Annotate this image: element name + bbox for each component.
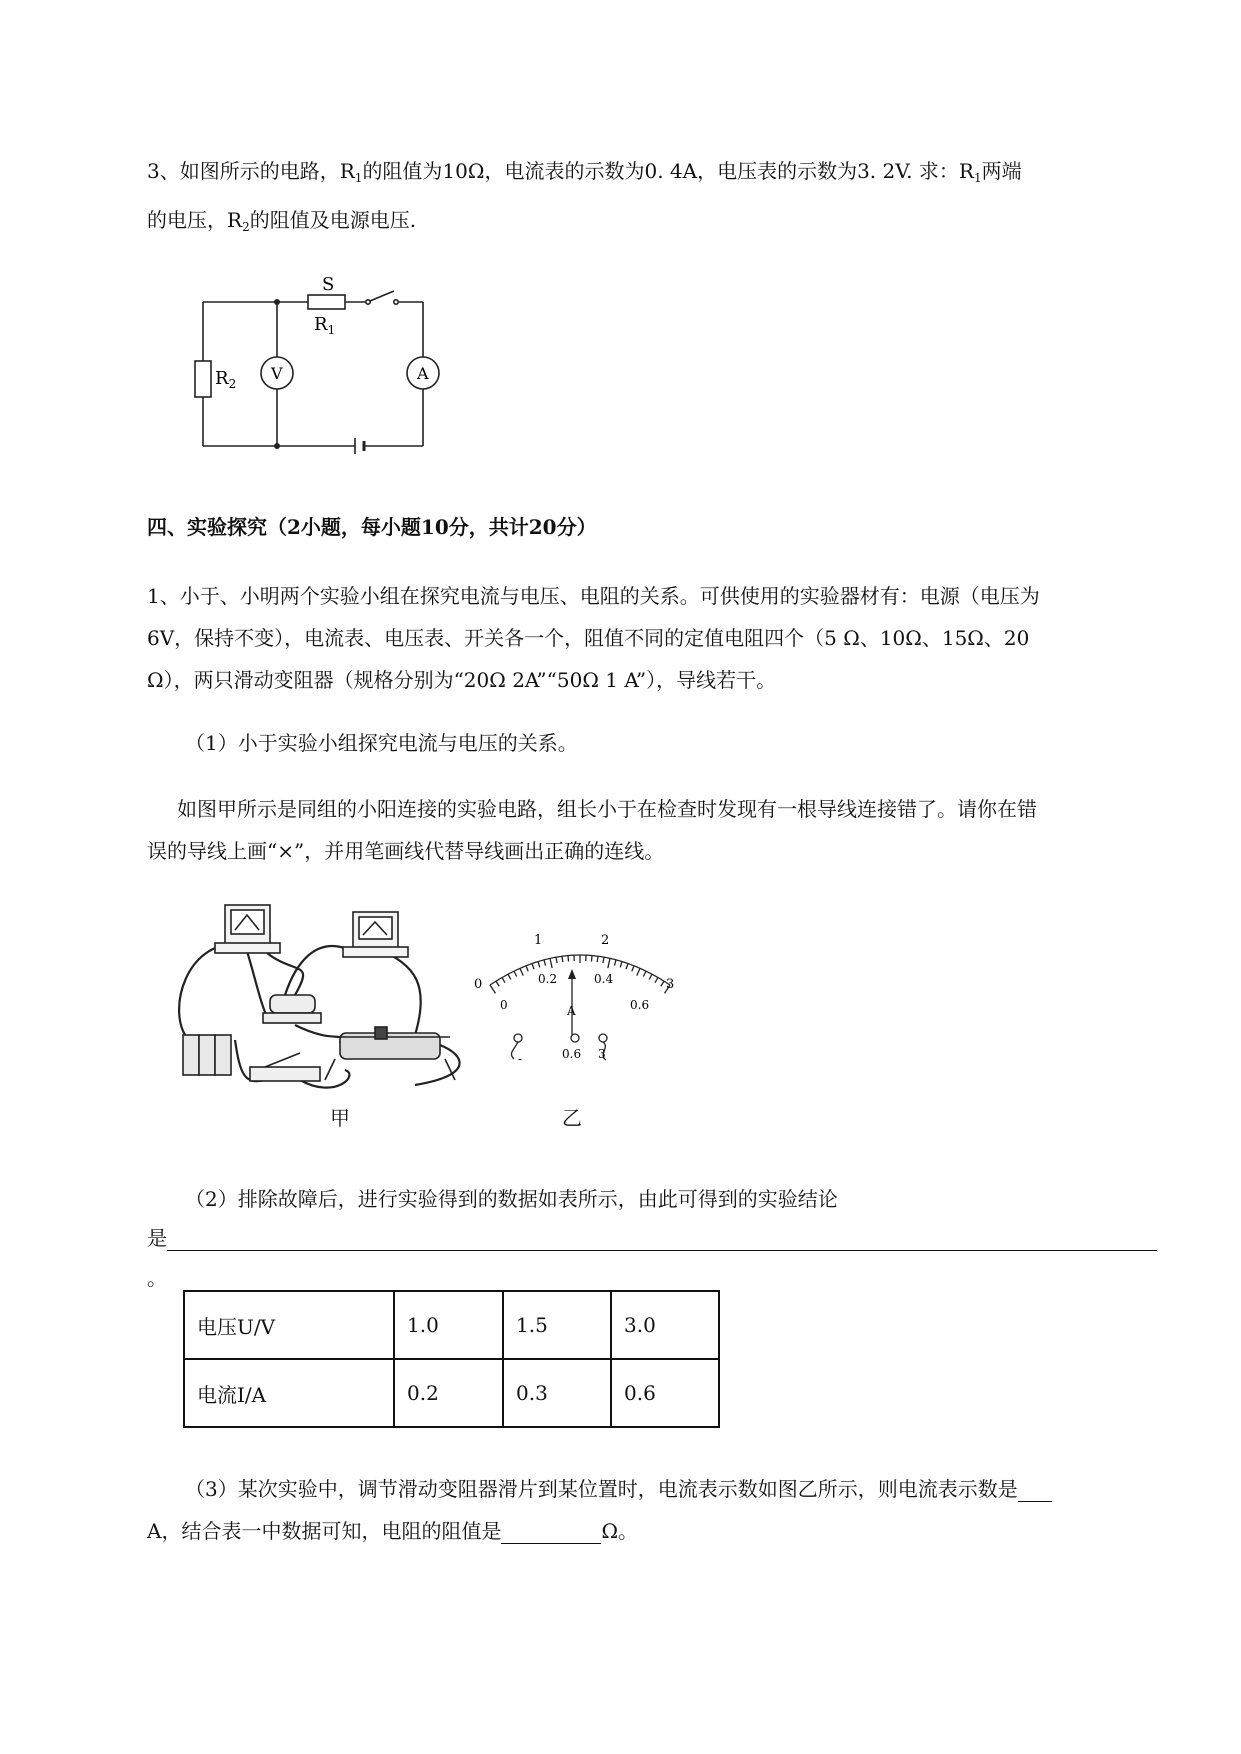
terminal-minus: - [518, 1052, 523, 1066]
dial-tick [532, 964, 534, 970]
dial-top-1: 1 [534, 933, 543, 948]
e1-part3-line2: A，结合表一中数据可知，电阻的阻值是 Ω。 [147, 1519, 639, 1543]
circuit-diagram [180, 265, 450, 465]
dial-tick [632, 966, 634, 972]
table-cell: 电流I/A [184, 1359, 394, 1427]
dial-tick [550, 958, 552, 968]
dial-top-0: 0 [474, 977, 483, 992]
junction-dot [274, 299, 280, 305]
dial-tick [603, 957, 604, 963]
table-cell: 1.5 [503, 1291, 611, 1359]
label-s: S [322, 274, 335, 295]
dial-tick [661, 981, 664, 986]
fig-label-yi: 乙 [562, 1106, 582, 1130]
dial-bot-0: 0 [500, 998, 508, 1012]
dial-top-3: 3 [666, 977, 675, 992]
label-r1: $R_1$ [314, 314, 336, 337]
dial-bot-02: 0.2 [538, 972, 558, 986]
dial-tick [614, 960, 616, 966]
dial-tick [608, 958, 610, 968]
dial-needle-label: A [567, 1004, 576, 1018]
resistor-r2 [195, 361, 211, 397]
data-table [183, 1290, 720, 1428]
dial-tick [637, 968, 640, 975]
label-a: A [417, 364, 429, 383]
table-cell: 3.0 [611, 1291, 719, 1359]
dial-tick [626, 964, 628, 970]
table-cell: 电压U/V [184, 1291, 394, 1359]
fig-label-jia: 甲 [330, 1106, 350, 1130]
terminal-06: 0.6 [562, 1047, 582, 1061]
dial-tick [649, 974, 652, 979]
apparatus-figure [175, 895, 485, 1135]
table-cell: 0.2 [394, 1359, 503, 1427]
label-r2: $R_2$ [215, 368, 237, 391]
section-heading: 四、实验探究（2小题，每小题10分，共计20分） [147, 515, 597, 539]
table-cell: 1.0 [394, 1291, 503, 1359]
junction-dot [274, 443, 280, 449]
dial-tick [620, 962, 622, 968]
dial-tick [520, 968, 523, 975]
dial-tick [514, 971, 517, 976]
dial-tick [562, 956, 563, 962]
terminal-3: 3 [598, 1047, 606, 1061]
table-row [184, 1291, 719, 1359]
dial-tick [568, 956, 569, 962]
conclusion-end: 。 [147, 1266, 167, 1290]
current-blank[interactable] [1018, 1477, 1052, 1502]
table-cell: 0.6 [611, 1359, 719, 1427]
conclusion-blank[interactable] [167, 1226, 1157, 1251]
label-v: V [271, 364, 283, 383]
switch-icon [366, 291, 398, 304]
e1-part2: （2）排除故障后，进行实验得到的数据如表所示，由此可得到的实验结论 [185, 1187, 838, 1211]
e1-part1: （1）小于实验小组探究电流与电压的关系。 [185, 731, 578, 755]
e1-task: 如图甲所示是同组的小阳连接的实验电路，组长小于在检查时发现有一根导线连接错了。请你在错 误的导线上画“×”，并用笔画线代替导线画出正确的连线。 [147, 797, 1037, 863]
resistor-r1 [308, 295, 345, 309]
resistance-blank[interactable] [501, 1519, 601, 1544]
dial-tick [538, 962, 540, 968]
dial-tick [496, 981, 499, 986]
dial-tick [544, 960, 546, 966]
battery-icon [355, 438, 364, 454]
dial-tick [502, 978, 505, 983]
conclusion-line[interactable]: 是 [147, 1222, 1157, 1251]
dial-tick [526, 966, 528, 972]
dial-tick [597, 956, 598, 962]
ammeter-dial-figure [470, 925, 690, 1070]
dial-tick [643, 971, 646, 976]
dial-tick [591, 956, 592, 962]
e1-part3-line1: （3）某次实验中，调节滑动变阻器滑片到某位置时，电流表示数如图乙所示，则电流表示数是 [147, 1468, 1052, 1510]
dial-tick [655, 978, 658, 983]
e1-intro: 1、小于、小明两个实验小组在探究电流与电压、电阻的关系。可供使用的实验器材有：电源（电压为 6V，保持不变），电流表、电压表、开关各一个，阻值不同的定值电阻四个（5 Ω、10Ω、15Ω、20 Ω），两只滑动变阻器（规格分别为“20Ω 2A”“50Ω 1 A”），导线若干。 [147, 584, 1040, 692]
dial-tick [508, 974, 511, 979]
table-cell: 0.3 [503, 1359, 611, 1427]
dial-bot-04: 0.4 [594, 972, 614, 986]
dial-tick [490, 985, 496, 993]
table-row [184, 1359, 719, 1427]
q3-text: 3、如图所示的电路，$R_1$的阻值为10Ω，电流表的示数为0. 4A，电压表的示数为3. 2V. 求：$R_1$两端 的电压，$R_2$的阻值及电源电压. [147, 159, 1022, 234]
dial-ticks [490, 955, 670, 993]
dial-top-2: 2 [601, 933, 610, 948]
dial-tick [556, 957, 557, 963]
dial-bot-06: 0.6 [630, 998, 650, 1012]
